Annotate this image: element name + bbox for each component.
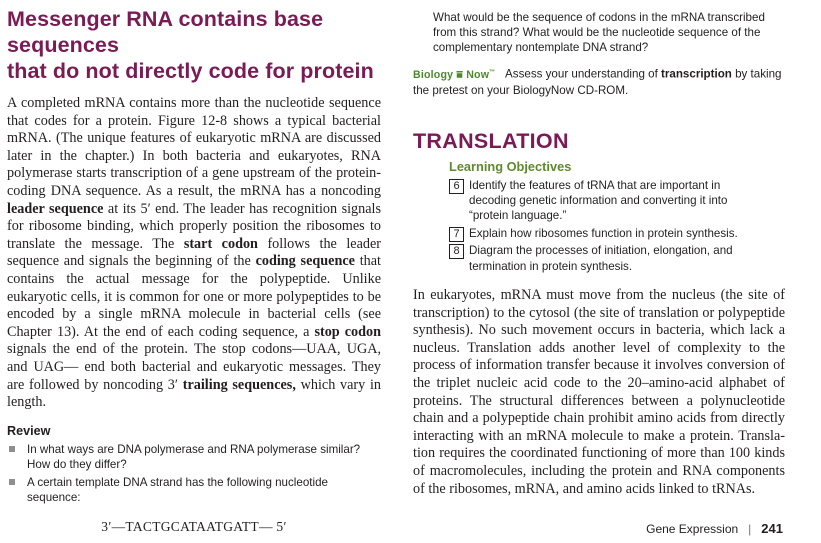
biologynow-mark-icon: ⩸	[453, 68, 467, 81]
biologynow-logo-left: Biology	[413, 68, 454, 81]
page-number: 241	[761, 521, 783, 536]
objective-number: 8	[449, 244, 464, 259]
learning-objectives	[449, 159, 769, 274]
bullet-icon	[9, 479, 15, 485]
dna-sequence: 3′—TACTGCATAATGATT— 5′	[101, 518, 287, 534]
paragraph-segment: A completed mRNA contains more than the nucleotide sequence that codes for a protein. Figure 12-8 shows a typical bacterial mRNA. (The unique features of eukaryotic mRNA are discussed later in the chapter.) In both bacteria and eukaryotes, RNA polymerase starts transcription of a gene upstream of the protein-coding DNA sequence. As a result, the mRNA has a noncoding	[7, 95, 381, 199]
objective-text: Diagram the processes of initiation, elongation, and termination in protein synthesis.	[469, 244, 733, 273]
running-head: Gene Expression	[646, 522, 739, 536]
paragraph-segment: signals the end of the protein. The stop codons—UAA, UGA, and UAG— end both bacterial and eukaryotic messages. They are followed by noncoding 3′	[7, 341, 381, 393]
biologynow-logo	[413, 69, 495, 81]
review-list	[7, 442, 381, 505]
objective-text: Identify the features of tRNA that are important in decoding genetic information and converting it into “protein language.”	[469, 178, 728, 223]
objective-text: Explain how ribosomes function in protein synthesis.	[469, 226, 738, 240]
key-term: leader sequence	[7, 200, 104, 217]
paragraph-segment: which vary in length.	[7, 376, 382, 411]
biologynow-text-bold: transcription	[661, 67, 732, 81]
review-item	[7, 475, 381, 505]
section-heading-mrna	[7, 6, 381, 84]
learning-objective	[449, 178, 769, 224]
heading-line-1: Messenger RNA contains base sequences	[7, 7, 324, 57]
paragraph-segment: at its 5′ end. The leader has recognition signals for ribosome binding, which properly position the ribosomes to translate the message. The	[7, 200, 381, 252]
biologynow-prompt	[413, 64, 785, 99]
biologynow-logo-right: Now	[466, 68, 490, 81]
left-column	[7, 6, 381, 535]
translation-paragraph: In eukaryotes, mRNA must move from the nucleus (the site of transcription) to the cytosol (the site of translation or polypeptide synthesis). No such movement occurs in bacteria, which lack a nucleus. Translation adds another level of complexity to the process of information transfer because it involves conversion of the triplet nucleic acid code to the 20–amino-acid alphabet of proteins. The structural differences between a polynucleotide chain and a polypeptide chain prohibit amino acids from directly interacting with an mRNA molecule to make a protein. Translation requires the coordinated functioning of more than 100 kinds of macromolecules, including the protein and RNA components of the ribosomes, mRNA, and amino acids linked to tRNAs.	[413, 286, 785, 497]
review-item	[7, 442, 381, 472]
learning-objectives-title: Learning Objectives	[449, 158, 572, 174]
learning-objective	[449, 243, 769, 274]
biologynow-text-after: by taking the pretest on your BiologyNow CD-ROM.	[413, 67, 782, 97]
key-term: trailing sequences,	[182, 376, 296, 393]
paragraph-segment: that contains the actual message for the polypeptide. Unlike eukaryotic cells, it is common for one or more polypeptides to be encoded by a single mRNA molecule in bacterial cells (see Chapter 13). At the end of each coding sequence, a	[7, 253, 381, 340]
translation-heading: TRANSLATION	[413, 128, 569, 153]
review-item-text: A certain template DNA strand has the following nucleotide sequence:	[27, 475, 328, 504]
key-term: start codon	[183, 235, 258, 252]
key-term: stop codon	[314, 323, 382, 340]
page-footer	[646, 521, 783, 536]
bullet-icon	[9, 446, 15, 452]
biologynow-text-before: Assess your understanding of	[505, 67, 662, 81]
footer-separator: |	[748, 522, 752, 536]
trademark-mark: ™	[489, 69, 496, 75]
heading-line-2: that do not directly code for protein	[7, 59, 374, 83]
objective-number: 7	[449, 227, 464, 242]
learning-objective	[449, 226, 769, 241]
right-column	[413, 10, 785, 512]
review-item-text: In what ways are DNA polymerase and RNA polymerase similar? How do they differ?	[27, 442, 361, 471]
paragraph-segment: follows the leader sequence and signals the beginning of the	[7, 235, 381, 270]
review-continuation: What would be the sequence of codons in the mRNA transcribed from this strand? What would be the nucleotide sequence of the complementary nontemplate DNA strand?	[433, 11, 765, 54]
key-term: coding sequence	[255, 253, 355, 270]
review-title: Review	[7, 423, 51, 438]
objective-number: 6	[449, 179, 464, 194]
mrna-paragraph	[7, 95, 381, 412]
